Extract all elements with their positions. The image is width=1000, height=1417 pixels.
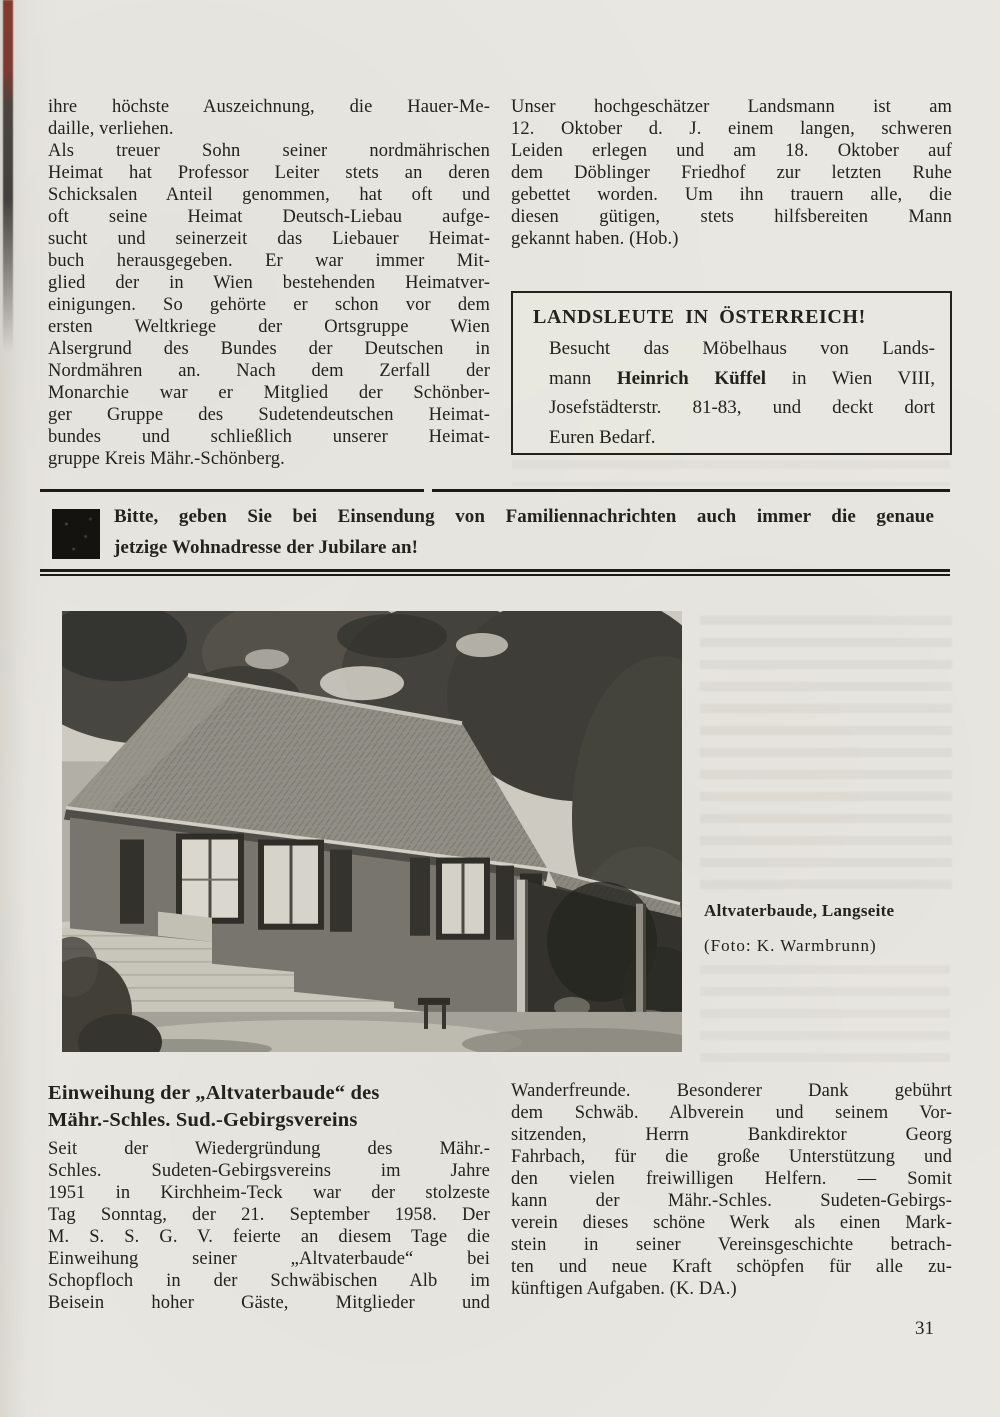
- text-line: verein dieses schöne Werk als einen Mark-: [511, 1213, 952, 1233]
- text-line: Nordmähren an. Nach dem Zerfall der: [48, 361, 490, 381]
- text-line: gekannt haben. (Hob.): [511, 229, 679, 249]
- text-line: oft seine Heimat Deutsch-Liebau aufge-: [48, 207, 490, 227]
- editorial-notice: [114, 502, 934, 563]
- text-line: Fahrbach, für die große Unterstützung und: [511, 1147, 952, 1167]
- paragraph: [48, 1138, 490, 1314]
- text-line: sitzenden, Herrn Bankdirektor Georg: [511, 1125, 952, 1145]
- photo-caption-title: Altvaterbaude, Langseite: [704, 901, 895, 920]
- binding-edge-strip: [3, 0, 13, 355]
- text-line: gebettet worden. Um ihn trauern alle, die: [511, 185, 952, 205]
- ink-bleedthrough: [512, 460, 950, 486]
- text-line: Leiden erlegen und am 18. Oktober auf: [511, 141, 952, 161]
- text-line: Schles. Sudeten-Gebirgsvereins im Jahre: [48, 1161, 490, 1181]
- text-line: Seit der Wiedergründung des Mähr.-: [48, 1139, 490, 1159]
- text-line: Mähr.-Schles. Sud.-Gebirgsvereins: [48, 1109, 358, 1131]
- advertisement-body: [549, 334, 935, 452]
- text-line: Als treuer Sohn seiner nordmährischen: [48, 141, 490, 161]
- advertisement-title: LANDSLEUTE IN ÖSTERREICH!: [533, 306, 866, 328]
- text-line: sucht und seinerzeit das Liebauer Heimat-: [48, 229, 490, 249]
- text-line: Unser hochgeschätzer Landsmann ist am: [511, 97, 952, 117]
- text-line: Heimat hat Professor Leiter stets an deren: [48, 163, 490, 183]
- text-line: gruppe Kreis Mähr.-Schönberg.: [48, 449, 285, 469]
- paragraph: [511, 96, 952, 250]
- horizontal-rule: [40, 489, 424, 492]
- text-line: M. S. S. G. V. feierte an diesem Tage die: [48, 1227, 490, 1247]
- text-line: stein in seiner Vereinsgeschichte betrach-: [511, 1235, 952, 1255]
- text-line: ger Gruppe des Sudetendeutschen Heimat-: [48, 405, 490, 425]
- text-line: Tag Sonntag, der 21. September 1958. Der: [48, 1205, 490, 1225]
- text-line: den vielen freiwilligen Helfern. — Somit: [511, 1169, 952, 1189]
- text-line: [549, 364, 935, 394]
- text-line: Alsergrund des Bundes der Deutschen in: [48, 339, 490, 359]
- obituary-column-left: [48, 96, 490, 470]
- text-line: diesen gütigen, stets hilfsbereiten Mann: [511, 207, 952, 227]
- paragraph: [48, 140, 490, 470]
- obituary-column-right: [511, 96, 952, 250]
- text-line: kann der Mähr.-Schles. Sudeten-Gebirgs-: [511, 1191, 952, 1211]
- ink-bleedthrough: [700, 965, 950, 1065]
- ad-text-segment: in Wien VIII,: [766, 367, 935, 389]
- text-line: 1951 in Kirchheim-Teck war der stolzeste: [48, 1183, 490, 1203]
- text-line: Einweihung der „Altvaterbaude“ des: [48, 1082, 380, 1104]
- text-line: Einweihung seiner „Altvaterbaude“ bei: [48, 1249, 490, 1269]
- text-line: Schicksalen Anteil genommen, hat oft und: [48, 185, 490, 205]
- text-line: ten und neue Kraft schöpfen für alle zu-: [511, 1257, 952, 1277]
- horizontal-rule: [432, 489, 950, 492]
- text-line: Monarchie war er Mitglied der Schönber-: [48, 383, 490, 403]
- text-line: daille, verliehen.: [48, 119, 174, 139]
- photo-illustration: [62, 611, 682, 1052]
- ad-brand-name: Heinrich Küffel: [616, 367, 767, 389]
- text-line: ihre höchste Auszeichnung, die Hauer-Me-: [48, 97, 490, 117]
- article-heading: [48, 1080, 498, 1134]
- article-column-left: [48, 1138, 490, 1314]
- text-line: bundes und schließlich unserer Heimat-: [48, 427, 490, 447]
- text-line: glied der in Wien bestehenden Heimatver-: [48, 273, 490, 293]
- text-line: Besucht das Möbelhaus von Lands-: [549, 338, 935, 359]
- text-line: dem Döblinger Friedhof zur letzten Ruhe: [511, 163, 952, 183]
- paragraph: [511, 1080, 952, 1300]
- article-column-right: [511, 1080, 952, 1300]
- text-line: Schopfloch in der Schwäbischen Alb im: [48, 1271, 490, 1291]
- double-horizontal-rule: [40, 569, 950, 576]
- text-line: Wanderfreunde. Besonderer Dank gebührt: [511, 1081, 952, 1101]
- text-line: künftigen Aufgaben. (K. DA.): [511, 1279, 737, 1299]
- altvaterbaude-photo: [62, 611, 682, 1052]
- text-line: 12. Oktober d. J. einem langen, schweren: [511, 119, 952, 139]
- text-line: dem Schwäb. Albverein und seinem Vor-: [511, 1103, 952, 1123]
- text-line: einigungen. So gehörte er schon vor dem: [48, 295, 490, 315]
- text-line: Josefstädterstr. 81-83, und deckt dort: [549, 397, 935, 418]
- ink-bleedthrough: [700, 616, 952, 896]
- advertisement-box: [511, 291, 952, 455]
- page-number: 31: [915, 1318, 934, 1339]
- ad-text-segment: mann: [549, 367, 617, 389]
- paragraph: [48, 96, 490, 140]
- text-line: jetzige Wohnadresse der Jubilare an!: [114, 536, 419, 558]
- text-line: Beisein hoher Gäste, Mitglieder und: [48, 1293, 490, 1313]
- text-line: buch herausgegeben. Er war immer Mit-: [48, 251, 490, 271]
- text-line: Euren Bedarf.: [549, 426, 656, 448]
- text-line: Bitte, geben Sie bei Einsendung von Familiennachrichten auch immer die genaue: [114, 506, 934, 527]
- text-line: ersten Weltkriege der Ortsgruppe Wien: [48, 317, 490, 337]
- photo-caption-credit: (Foto: K. Warmbrunn): [704, 936, 877, 955]
- ink-block-icon: [52, 509, 100, 559]
